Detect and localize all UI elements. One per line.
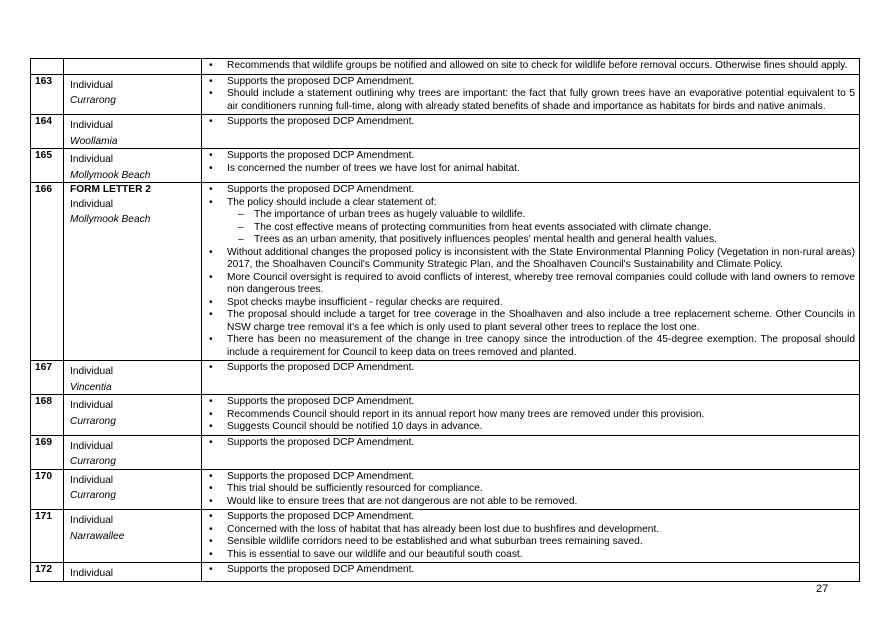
comment-text: Sensible wildlife corridors need to be established and what suburban trees remaining saved.: [227, 536, 643, 547]
table-row: [31, 149, 860, 183]
comment-item: [227, 362, 855, 375]
table-row: [31, 361, 860, 395]
comment-subitem: – Trees as an urban amenity, that positively influences peoples’ mental health and general health values.: [254, 234, 855, 247]
submitter-location: Currarong: [70, 95, 116, 106]
comment-text: Is concerned the number of trees we have lost for animal habitat.: [227, 162, 520, 174]
submission-number: 164: [31, 115, 64, 149]
comment-text: Supports the proposed DCP Amendment.: [227, 75, 415, 87]
submission-number: [31, 59, 64, 75]
comment-list: [205, 471, 855, 509]
submission-number: 165: [31, 149, 64, 183]
comment-text: Spot checks maybe insufficient - regular checks are required.: [227, 296, 503, 308]
comment-item: [227, 197, 855, 247]
table-row: [31, 59, 860, 75]
comment-item: [227, 496, 855, 509]
comments-cell: [202, 149, 860, 183]
submitter-type: Individual: [70, 474, 114, 486]
comment-list: [205, 150, 855, 175]
comment-item: [227, 421, 855, 434]
comment-list: [205, 116, 855, 129]
comment-text: Supports the proposed DCP Amendment.: [227, 564, 415, 575]
submitter-cell: [64, 563, 202, 582]
submitter-cell: [64, 395, 202, 436]
submitter-location: Vincentia: [70, 381, 112, 393]
comment-item: [227, 272, 855, 297]
comment-item: [227, 334, 855, 359]
comment-list: [205, 362, 855, 375]
comment-text: Suggests Council should be notified 10 days in advance.: [227, 421, 483, 432]
table-row: [31, 395, 860, 436]
comment-text: This is essential to save our wildlife and our beautiful south coast.: [227, 548, 523, 560]
submission-number: 167: [31, 361, 64, 395]
comments-cell: [202, 183, 860, 361]
submitter-type: Individual: [70, 154, 114, 165]
submission-number: 169: [31, 435, 64, 469]
table-row: [31, 74, 860, 115]
submitter-cell: [64, 469, 202, 510]
submitter-type: Individual: [70, 366, 114, 377]
comments-cell: [202, 563, 860, 582]
submitter-location: Woollamia: [70, 135, 118, 147]
comment-text: Supports the proposed DCP Amendment.: [227, 362, 415, 373]
comment-item: [227, 76, 855, 89]
table-row: [31, 469, 860, 510]
submissions-table-body: [31, 59, 860, 582]
comment-list: [205, 396, 855, 434]
comment-item: [227, 549, 855, 562]
submitter-type: Individual: [70, 568, 114, 579]
comment-list: [205, 184, 855, 359]
submitter-cell: [64, 59, 202, 75]
table-row: [31, 183, 860, 361]
submitter-cell: [64, 183, 202, 361]
comment-text: Should include a statement outlining why trees are important: the fact that fully grown trees have an evaporative potential equivalent to 5 air conditioners running full-time, along with already stated benefits of shade and importance as habitats for birds and native animals.: [227, 88, 855, 112]
submitter-cell: [64, 74, 202, 115]
comments-cell: [202, 395, 860, 436]
comments-cell: [202, 510, 860, 563]
comment-text: Without additional changes the proposed policy is inconsistent with the State Environmental Planning Policy (Vegetation in non-rural areas) 2017, the Shoalhaven Council's Community Strategic Plan, and the Shoalhaven Council's Sustainability and Climate Policy.: [227, 246, 855, 270]
comments-cell: [202, 469, 860, 510]
submitter-type: Individual: [70, 120, 114, 131]
comment-text: Supports the proposed DCP Amendment.: [227, 396, 415, 407]
submitter-location: Narrawallee: [70, 530, 125, 542]
comment-text: This trial should be sufficiently resourced for compliance.: [227, 483, 483, 494]
comments-cell: [202, 74, 860, 115]
comment-text: Supports the proposed DCP Amendment.: [227, 470, 415, 482]
comment-item: [227, 88, 855, 113]
table-row: [31, 115, 860, 149]
comment-item: [227, 150, 855, 163]
comment-item: [227, 247, 855, 272]
submitter-type: Individual: [70, 400, 114, 411]
comment-text: Supports the proposed DCP Amendment.: [227, 116, 415, 127]
comment-list: [205, 76, 855, 114]
submission-number: 166: [31, 183, 64, 361]
comment-list: [205, 437, 855, 450]
comment-text: The proposal should include a target for tree coverage in the Shoalhaven and also include a tree replacement scheme. Other Councils in NSW charge tree removal it's a fee which is only used to plant several other trees to replace the lost one.: [227, 309, 855, 333]
submitter-cell: [64, 510, 202, 563]
submitter-type: Individual: [70, 198, 114, 210]
comment-item: [227, 524, 855, 537]
comment-item: [227, 511, 855, 524]
comment-item: [227, 437, 855, 450]
comment-item: [227, 297, 855, 310]
comment-subitem: – The importance of urban trees as hugely valuable to wildlife.: [254, 209, 855, 222]
submitter-location: Currarong: [70, 490, 116, 501]
submitter-cell: [64, 115, 202, 149]
comment-item: [227, 409, 855, 422]
submission-number: 171: [31, 510, 64, 563]
comment-item: [227, 396, 855, 409]
comment-text: The policy should include a clear statement of:: [227, 196, 437, 208]
comment-subitem: – The cost effective means of protecting communities from heat events associated with climate change.: [254, 222, 855, 235]
comment-text: Recommends that wildlife groups be notified and allowed on site to check for wildlife before removal occurs. Otherwise fines should apply.: [227, 60, 848, 71]
submitter-location: Mollymook Beach: [70, 214, 151, 225]
submission-number: 168: [31, 395, 64, 436]
submission-number: 170: [31, 469, 64, 510]
comment-text: There has been no measurement of the change in tree canopy since the introduction of the 45-degree exemption. The proposal should include a requirement for Council to keep data on trees removed and planted.: [227, 334, 855, 358]
comment-list: [205, 60, 855, 73]
comment-item: [227, 564, 855, 577]
submitter-location: Mollymook Beach: [70, 169, 151, 181]
comment-item: [227, 471, 855, 484]
comment-text: Supports the proposed DCP Amendment.: [227, 184, 415, 195]
comment-text: Supports the proposed DCP Amendment.: [227, 150, 415, 161]
comment-item: [227, 60, 855, 73]
comment-item: [227, 116, 855, 129]
comment-list: [205, 564, 855, 577]
comment-text: Supports the proposed DCP Amendment.: [227, 511, 415, 522]
comment-item: [227, 483, 855, 496]
comment-text: Would like to ensure trees that are not dangerous are not able to be removed.: [227, 495, 578, 507]
submitter-location: Currarong: [70, 415, 116, 427]
comment-item: [227, 184, 855, 197]
submissions-table: [30, 58, 860, 582]
submitter-cell: [64, 361, 202, 395]
comment-text: More Council oversight is required to avoid conflicts of interest, whereby tree removal companies could collude with land owners to remove non dangerous trees.: [227, 271, 855, 295]
comment-item: [227, 163, 855, 176]
submitter-type: Individual: [70, 79, 114, 91]
comment-list: [205, 511, 855, 561]
submission-number: 163: [31, 74, 64, 115]
table-row: [31, 435, 860, 469]
comment-sublist: [227, 209, 855, 247]
comments-cell: [202, 59, 860, 75]
submitter-location: Currarong: [70, 456, 116, 467]
submission-number: 172: [31, 563, 64, 582]
submitter-cell: [64, 149, 202, 183]
table-row: [31, 563, 860, 582]
comments-cell: [202, 361, 860, 395]
comments-cell: [202, 435, 860, 469]
table-row: [31, 510, 860, 563]
comment-text: Supports the proposed DCP Amendment.: [227, 436, 415, 448]
comment-text: Recommends Council should report in its annual report how many trees are removed under this provision.: [227, 408, 705, 420]
comment-item: [227, 309, 855, 334]
submitter-type: Individual: [70, 515, 114, 526]
comments-cell: [202, 115, 860, 149]
submitter-type: Individual: [70, 440, 114, 452]
submitter-cell: [64, 435, 202, 469]
comment-item: [227, 536, 855, 549]
page-number: 27: [816, 583, 829, 595]
submission-type: FORM LETTER 2: [70, 184, 151, 195]
comment-text: Concerned with the loss of habitat that has already been lost due to bushfires and development.: [227, 523, 660, 535]
